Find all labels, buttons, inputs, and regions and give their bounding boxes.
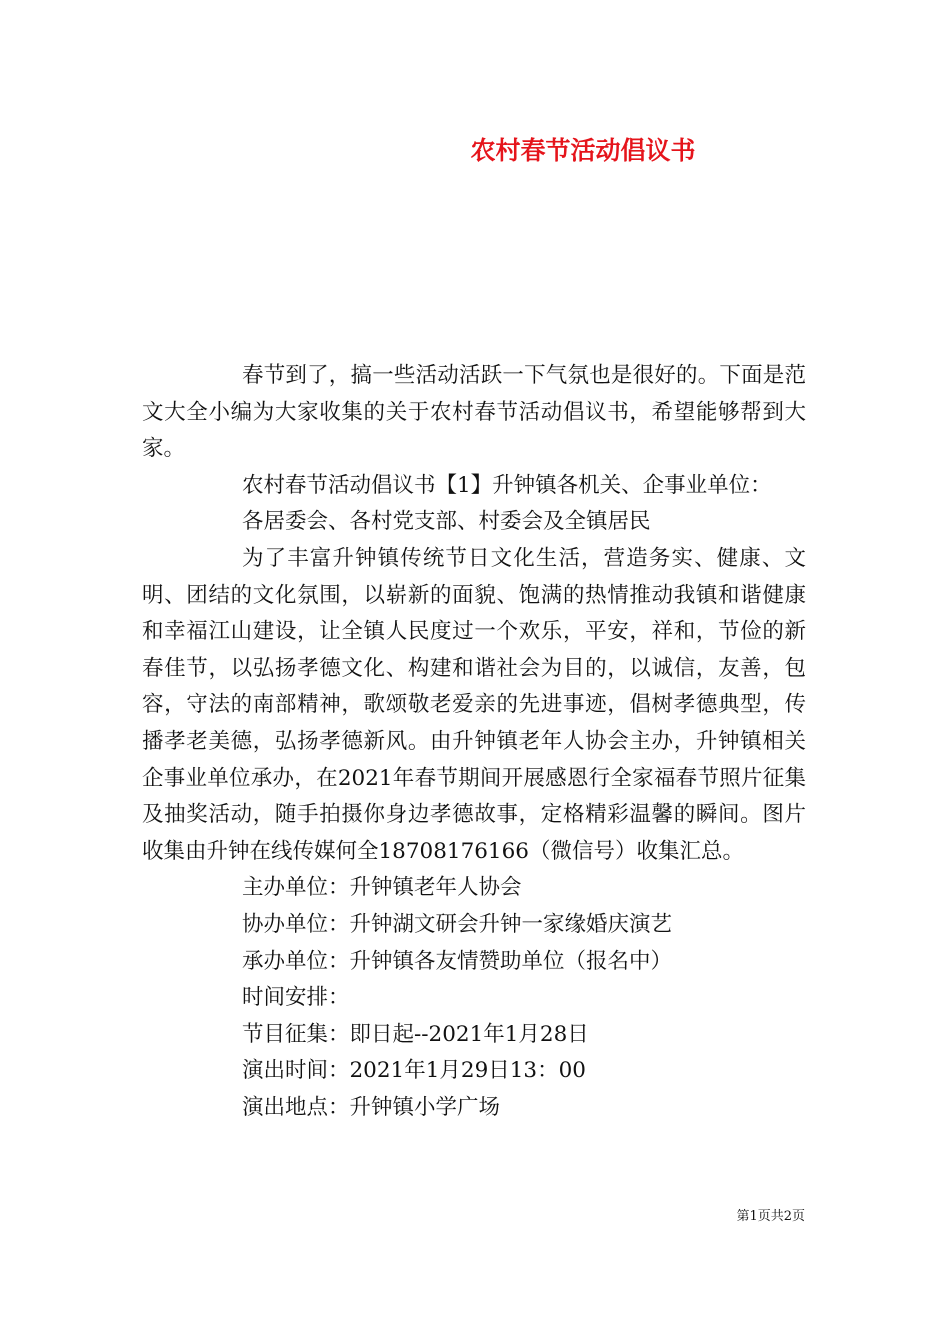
co-organizer-line: 协办单位：升钟湖文研会升钟一家缘婚庆演艺 bbox=[242, 911, 673, 937]
heading-line: 农村春节活动倡议书【1】升钟镇各机关、企事业单位： bbox=[242, 472, 772, 498]
undertaker-line: 承办单位：升钟镇各友情赞助单位（报名中） bbox=[242, 948, 673, 974]
organizer-line: 主办单位：升钟镇老年人协会 bbox=[242, 875, 522, 901]
page-footer: 第1页共2页 bbox=[736, 1209, 805, 1224]
addressees-line: 各居委会、各村党支部、村委会及全镇居民 bbox=[242, 509, 651, 535]
intro-paragraph: 春节到了，搞一些活动活跃一下气氛也是很好的。下面是范文大全小编为大家收集的关于农村春节活动倡议书，希望能够帮到大家。 bbox=[142, 363, 806, 462]
program-collection-line: 节目征集：即日起--2021年1月28日 bbox=[242, 1021, 589, 1047]
schedule-heading: 时间安排： bbox=[242, 985, 350, 1011]
main-paragraph: 为了丰富升钟镇传统节日文化生活，营造务实、健康、文明、团结的文化氛围，以崭新的面貌、饱满的热情推动我镇和谐健康和幸福江山建设，让全镇人民度过一个欢乐，平安，祥和，节俭的新春佳节，以弘扬孝德文化、构建和谐社会为目的，以诚信，友善，包容，守法的南部精神，歌颂敬老爱亲的先进事迹，倡树孝德典型，传播孝老美德，弘扬孝德新风。由升钟镇老年人协会主办，升钟镇相关企事业单位承办，在2021年春节期间开展感恩行全家福春节照片征集及抽奖活动，随手拍摄你身边孝德故事，定格精彩温馨的瞬间。图片收集由升钟在线传媒何全18708176166（微信号）收集汇总。 bbox=[142, 545, 806, 864]
show-location-line: 演出地点：升钟镇小学广场 bbox=[242, 1094, 501, 1120]
document-body bbox=[142, 358, 806, 1126]
document-title: 农村春节活动倡议书 bbox=[470, 136, 696, 165]
show-time-line: 演出时间：2021年1月29日13：00 bbox=[242, 1058, 586, 1084]
